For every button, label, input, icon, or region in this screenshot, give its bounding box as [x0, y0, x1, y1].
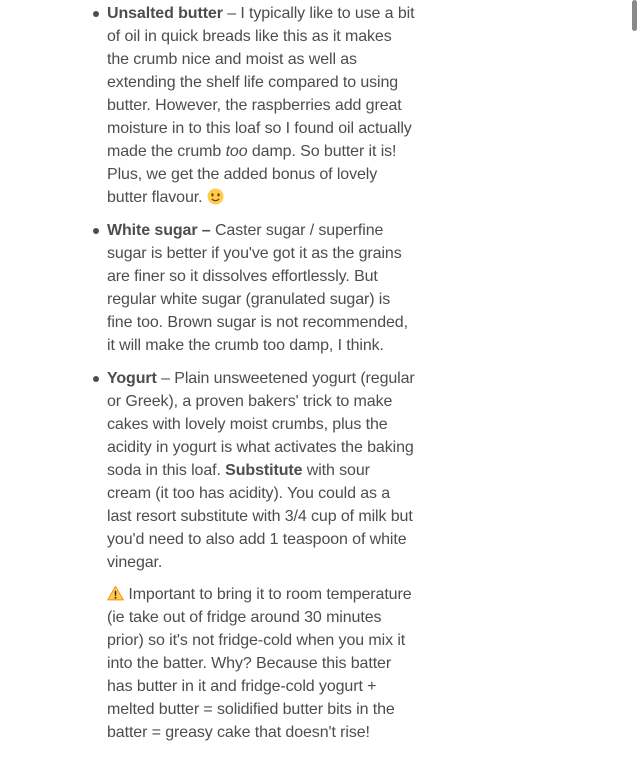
note-text-segment: – I typically like to use a bit of oil in quick breads like this as it makes the crumb nice and moist as well as extending the shelf life compared to using butter. However, the raspberries add great moisture in to this loaf so I found oil actually made the crumb	[107, 5, 415, 160]
warning-triangle-icon	[107, 585, 124, 602]
note-text-segment: Important to bring it to room temperature (ie take out of fridge around 30 minutes prior) so it's not fridge-cold when you mix it into the batter. Why? Because this batter has butter in it and fridge-cold yogurt + melted butter = solidified butter bits in the batter = greasy cake that doesn't rise!	[107, 586, 412, 741]
note-text-segment: damp. So butter it is! Plus, we get the added bonus of lovely butter flavour.	[107, 143, 397, 206]
important-note-paragraph	[107, 583, 415, 744]
list-bullet-dot-icon	[93, 228, 99, 234]
ingredient-note-paragraph	[107, 219, 415, 357]
scrollbar-thumb[interactable]	[632, 0, 637, 31]
note-text-segment: – Plain unsweetened yogurt (regular or Greek), a proven bakers' trick to make cakes with lovely moist crumbs, plus the acidity in yogurt is what activates the baking soda in this loaf.	[107, 370, 415, 479]
list-item-unsalted-butter	[107, 2, 415, 209]
ingredient-name: White sugar –	[107, 222, 215, 239]
note-text-italic-segment: too	[225, 143, 248, 160]
ingredient-note-paragraph	[107, 2, 415, 209]
ingredient-name: Unsalted butter	[107, 5, 223, 22]
list-bullet-dot-icon	[93, 376, 99, 382]
list-item-yogurt	[107, 367, 415, 744]
slightly-smiling-face-icon	[207, 188, 224, 205]
note-text-segment: Caster sugar / superfine sugar is better if you've got it as the grains are finer so it dissolves effortlessly. But regular white sugar (granulated sugar) is fine too. Brown sugar is not recommended, it will make the crumb too damp, I think.	[107, 222, 408, 354]
ingredient-notes-list	[107, 2, 415, 754]
ingredient-note-paragraph	[107, 367, 415, 574]
list-bullet-dot-icon	[93, 11, 99, 17]
ingredient-name: Yogurt	[107, 370, 157, 387]
list-item-white-sugar	[107, 219, 415, 357]
note-text-segment: with sour cream (it too has acidity). You could as a last resort substitute with 3/4 cup of milk but you'd need to also add 1 teaspoon of white vinegar.	[107, 462, 413, 571]
note-text-bold-segment: Substitute	[225, 462, 303, 479]
